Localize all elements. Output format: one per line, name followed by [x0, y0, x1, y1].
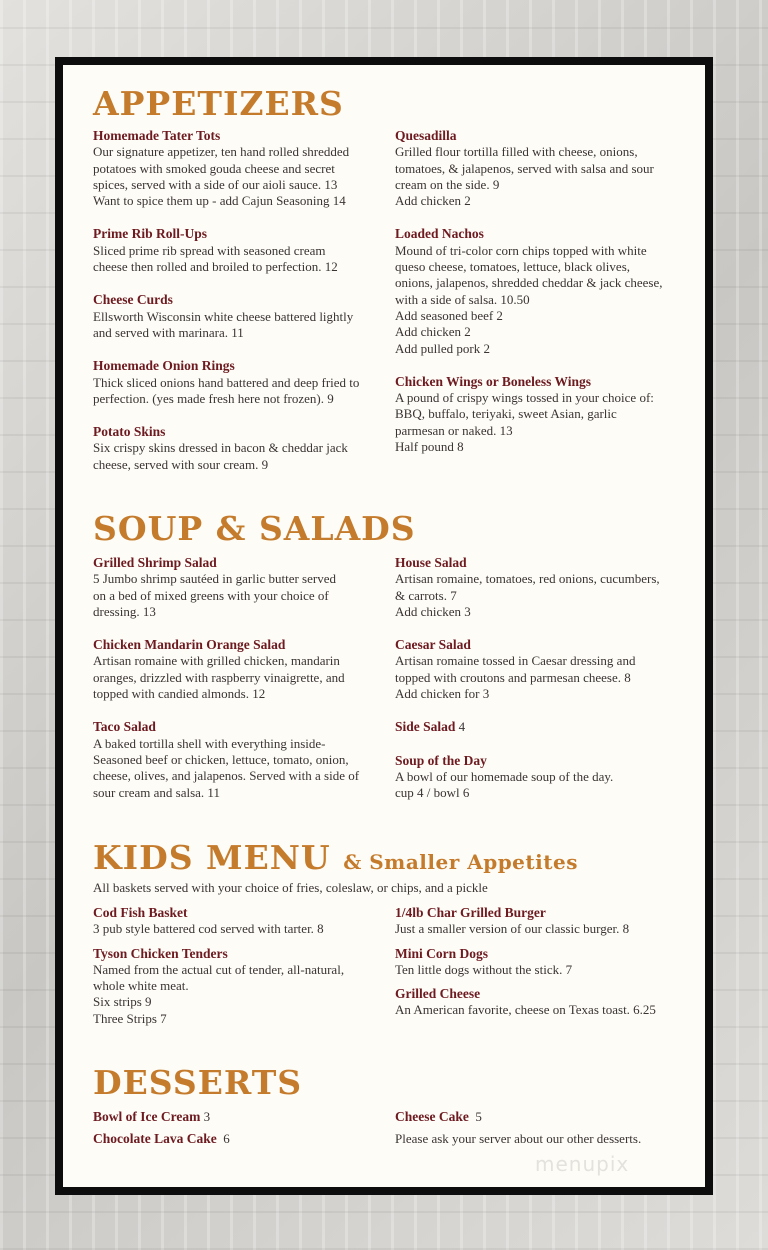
menu-item-description: Add pulled pork 2 — [395, 340, 490, 356]
menu-item — [93, 555, 393, 620]
desserts-right-column — [395, 1109, 685, 1154]
menu-item-description: Seasoned beef or chicken, lettuce, tomato, onion, — [93, 751, 349, 767]
menu-item-description: A baked tortilla shell with everything inside- — [93, 735, 326, 751]
menu-item — [395, 719, 685, 735]
menu-item-description: Want to spice them up - add Cajun Seasoning 14 — [93, 193, 346, 209]
menu-item-description: Three Strips 7 — [93, 1010, 167, 1026]
menu-item-description: Sliced prime rib spread with seasoned cream — [93, 242, 326, 258]
kids-left-column — [93, 905, 393, 1035]
menu-item-description: A pound of crispy wings tossed in your choice of: — [395, 390, 654, 406]
menu-item-description: potatoes with smoked gouda cheese and secret — [93, 160, 335, 176]
menu-item — [395, 374, 685, 455]
kids-subtitle: & Smaller Appetites — [343, 850, 578, 874]
menu-item-description: & carrots. 7 — [395, 587, 457, 603]
menu-item-description: BBQ, buffalo, teriyaki, sweet Asian, garlic — [395, 406, 617, 422]
menu-item-description: with a side of salsa. 10.50 — [395, 291, 530, 307]
menu-item-description: 3 pub style battered cod served with tarter. 8 — [93, 921, 324, 937]
menu-item-description: cream on the side. 9 — [395, 176, 500, 192]
menu-item-description: 5 Jumbo shrimp sautéed in garlic butter served — [93, 571, 336, 587]
menu-item-name: Bowl of Ice Cream — [93, 1109, 201, 1124]
menu-item-description: Artisan romaine, tomatoes, red onions, cucumbers, — [395, 571, 660, 587]
menu-item-description: cup 4 / bowl 6 — [395, 785, 470, 801]
menu-item-name: Taco Salad — [93, 719, 156, 735]
menu-item-description: Please ask your server about our other desserts. — [395, 1131, 642, 1147]
kids-heading — [93, 838, 578, 877]
menu-item-name: Homemade Onion Rings — [93, 358, 235, 374]
menu-item-description: Six strips 9 — [93, 994, 152, 1010]
menu-item-description: and served with marinara. 11 — [93, 324, 244, 340]
menu-item-name: Loaded Nachos — [395, 226, 484, 242]
soups-right-column — [395, 555, 685, 819]
menu-item-name: Tyson Chicken Tenders — [93, 945, 228, 961]
menu-item-description: Ten little dogs without the stick. 7 — [395, 961, 573, 977]
menu-item-name: Chocolate Lava Cake — [93, 1131, 217, 1147]
menu-item-description: parmesan or naked. 13 — [395, 422, 513, 438]
menu-item-description: tomatoes, & jalapenos, served with salsa and sour — [395, 160, 654, 176]
menu-item — [395, 226, 685, 356]
menu-item-description: Named from the actual cut of tender, all-natural, — [93, 961, 345, 977]
menu-item-description: A bowl of our homemade soup of the day. — [395, 768, 614, 784]
menu-item-description: Add chicken 3 — [395, 603, 471, 619]
appetizers-right-column — [395, 128, 685, 472]
menu-item — [395, 753, 685, 802]
menu-item-description: Just a smaller version of our classic burger. 8 — [395, 921, 630, 937]
menu-item — [395, 1131, 685, 1147]
menu-item-description: Add chicken for 3 — [395, 686, 490, 702]
menu-item-name: Chicken Wings or Boneless Wings — [395, 373, 592, 389]
menu-item-description: Ellsworth Wisconsin white cheese battered lightly — [93, 308, 354, 324]
menu-item-name: Grilled Shrimp Salad — [93, 555, 217, 570]
menu-item — [93, 946, 393, 1027]
menu-item — [395, 905, 685, 938]
menu-item-name: Quesadilla — [395, 128, 457, 143]
menu-item-description: Add seasoned beef 2 — [395, 307, 503, 323]
menu-item — [395, 986, 685, 1019]
soups-heading: SOUP & SALADS — [93, 509, 416, 548]
menu-item-description: dressing. 13 — [93, 603, 156, 619]
menu-item — [93, 226, 393, 275]
menu-item-description: sour cream and salsa. 11 — [93, 784, 220, 800]
menu-item-description: Artisan romaine with grilled chicken, mandarin — [93, 653, 340, 669]
menu-item-name: Homemade Tater Tots — [93, 128, 221, 143]
desserts-left-column — [93, 1109, 393, 1154]
menu-item-description: topped with candied almonds. 12 — [93, 686, 266, 702]
menu-item-description: Mound of tri-color corn chips topped with white — [395, 242, 647, 258]
soups-left-column — [93, 555, 393, 818]
menu-item-name: House Salad — [395, 555, 467, 570]
menu-item-description: Half pound 8 — [395, 439, 464, 455]
menu-item-description: An American favorite, cheese on Texas toast. 6.25 — [395, 1002, 656, 1018]
menu-item-description: cheese, served with sour cream. 9 — [93, 456, 269, 472]
menu-item-name: Potato Skins — [93, 424, 166, 440]
menu-item-name: Mini Corn Dogs — [395, 945, 489, 961]
menu-item-description: queso cheese, tomatoes, lettuce, black olives, — [395, 259, 631, 275]
menu-item — [395, 128, 685, 209]
menu-item-name: Cheese Cake — [395, 1109, 469, 1124]
menu-item-price: 5 — [468, 1109, 482, 1124]
desserts-heading: DESSERTS — [93, 1063, 303, 1102]
menu-item — [93, 424, 393, 473]
menu-item — [395, 946, 685, 979]
menu-item-price: 6 — [216, 1131, 230, 1147]
menu-item-name: Cheese Curds — [93, 292, 173, 308]
menu-item-name: 1/4lb Char Grilled Burger — [395, 905, 546, 920]
menu-item-description: whole white meat. — [93, 978, 189, 994]
menu-item-description: oranges, drizzled with raspberry vinaigrette, and — [93, 669, 345, 685]
kids-title: KIDS MENU — [93, 838, 331, 877]
menu-item — [395, 637, 685, 702]
menu-item-description: Artisan romaine tossed in Caesar dressing and — [395, 653, 636, 669]
menu-item — [93, 637, 393, 702]
menu-item — [93, 719, 393, 800]
menu-item-description: Six crispy skins dressed in bacon & cheddar jack — [93, 440, 348, 456]
menu-item-name: Grilled Cheese — [395, 986, 481, 1002]
menu-item-name: Caesar Salad — [395, 637, 471, 653]
kids-right-column — [395, 905, 685, 1027]
menu-item-description: topped with croutons and parmesan cheese. 8 — [395, 669, 631, 685]
menu-item — [93, 128, 393, 209]
menu-item-description: Add chicken 2 — [395, 193, 471, 209]
menu-item-description: Grilled flour tortilla filled with cheese, onions, — [395, 144, 638, 160]
menu-item — [93, 292, 393, 341]
menu-item-name: Cod Fish Basket — [93, 905, 188, 920]
menu-item-price: 4 — [455, 719, 466, 735]
menu-item — [93, 1109, 393, 1125]
menu-item-description: on a bed of mixed greens with your choice of — [93, 587, 329, 603]
menu-item-description: spices, served with a side of our aioli sauce. 13 — [93, 176, 338, 192]
menu-item-name: Soup of the Day — [395, 752, 487, 768]
menu-item-description: Thick sliced onions hand battered and deep fried to — [93, 374, 360, 390]
menu-item — [93, 905, 393, 938]
menu-item — [93, 358, 393, 407]
menu-item-description: Add chicken 2 — [395, 324, 471, 340]
appetizers-heading: APPETIZERS — [93, 84, 344, 123]
menu-item-description: cheese, olives, and jalapenos. Served with a side of — [93, 768, 360, 784]
menu-item-description: Our signature appetizer, ten hand rolled shredded — [93, 144, 350, 160]
menu-item-name: Side Salad — [395, 719, 456, 735]
menu-item-name: Prime Rib Roll-Ups — [93, 226, 207, 242]
menu-item-price: 3 — [200, 1109, 211, 1124]
watermark-logo: menupix — [535, 1152, 630, 1176]
menu-item-description: perfection. (yes made fresh here not frozen). 9 — [93, 390, 334, 406]
menu-item — [93, 1131, 393, 1147]
menu-item — [395, 1109, 685, 1125]
menu-item — [395, 555, 685, 620]
kids-note: All baskets served with your choice of fries, coleslaw, or chips, and a pickle — [93, 880, 488, 895]
appetizers-left-column — [93, 128, 393, 490]
menu-item-name: Chicken Mandarin Orange Salad — [93, 637, 286, 653]
menu-item-description: cheese then rolled and broiled to perfection. 12 — [93, 259, 338, 275]
menu-item-description: onions, jalapenos, shredded cheddar & jack cheese, — [395, 275, 663, 291]
